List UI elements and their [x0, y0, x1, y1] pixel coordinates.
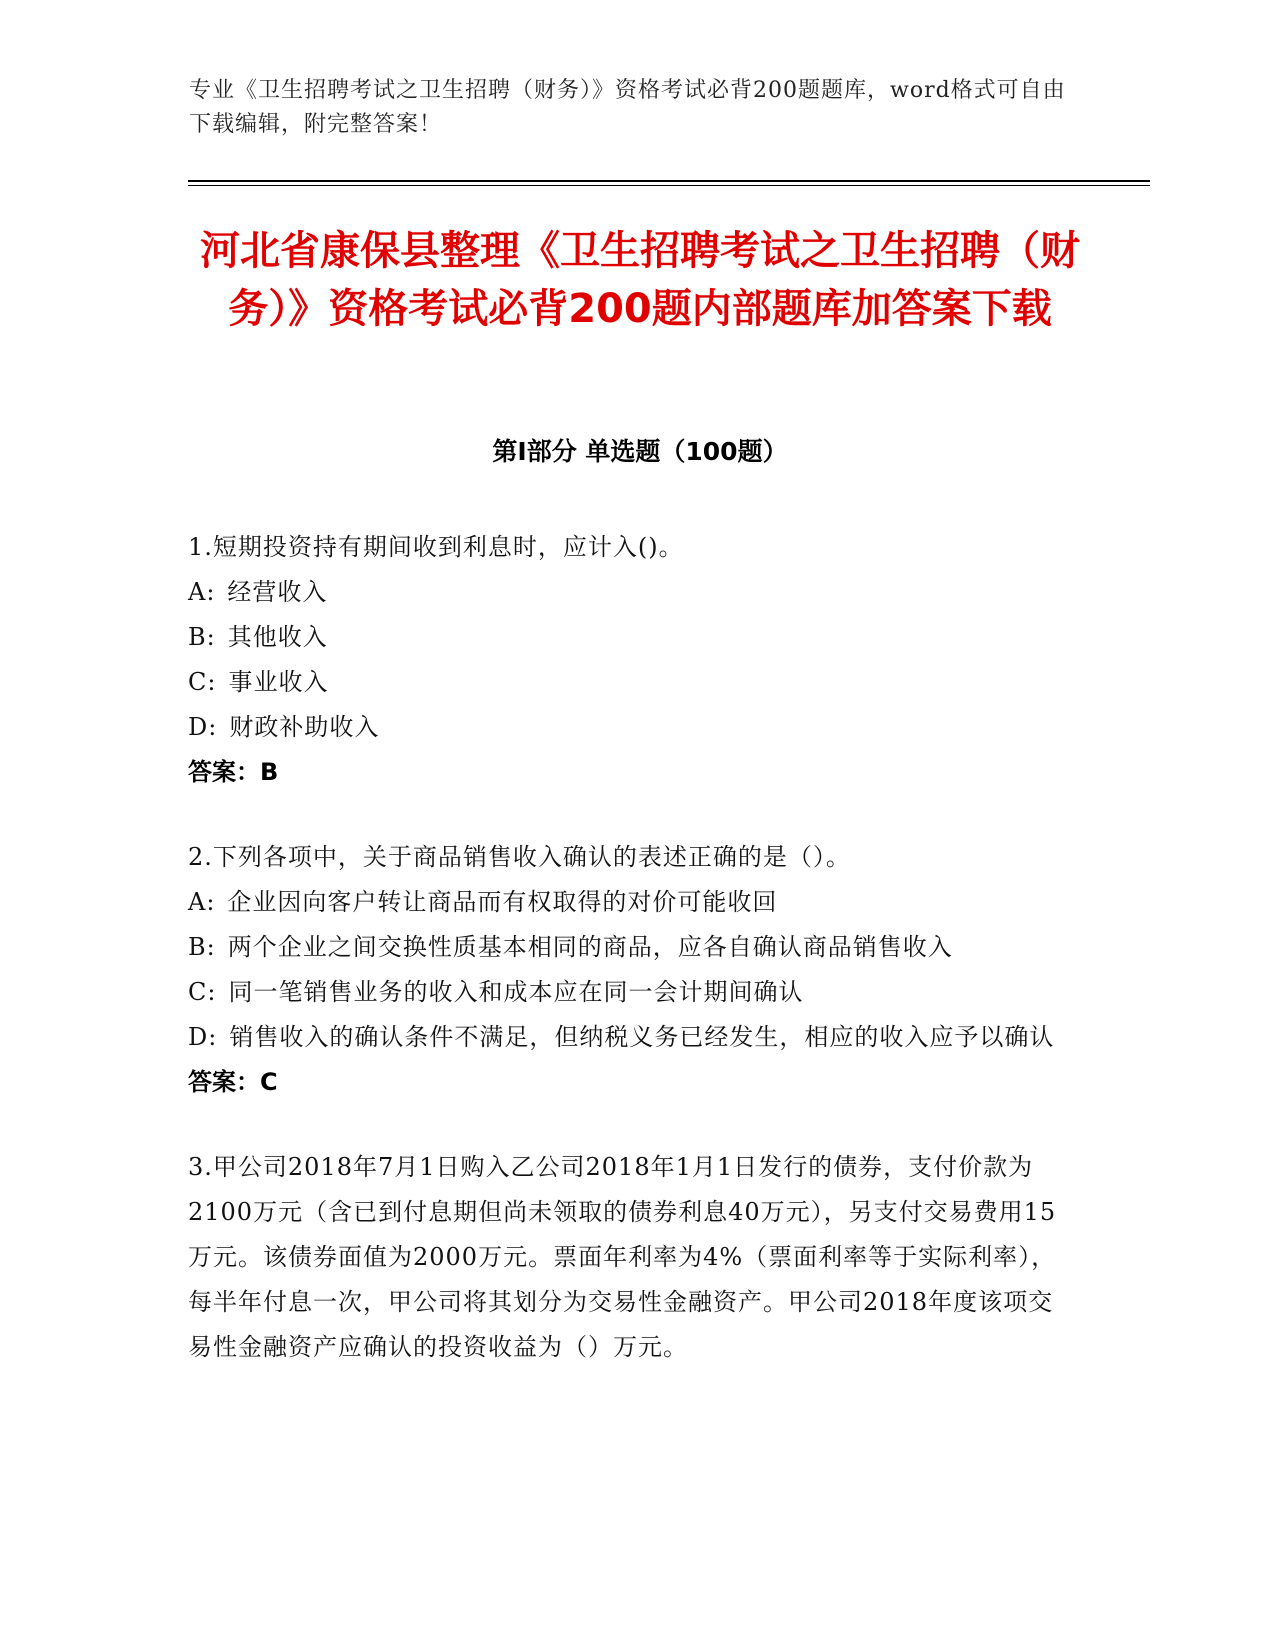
- question-2: [188, 835, 1073, 1105]
- option-a: [188, 880, 1073, 925]
- header-rule-thin: [188, 185, 1150, 186]
- option-b: [188, 925, 1073, 970]
- option-text: 其他收入: [227, 623, 328, 651]
- document-title: 河北省康保县整理《卫生招聘考试之卫生招聘（财务）》资格考试必背200题内部题库加答案下载: [200, 228, 1080, 332]
- option-text: 经营收入: [227, 578, 328, 606]
- answer-label: 答案：B: [188, 758, 279, 786]
- option-text: 两个企业之间交换性质基本相同的商品，应各自确认商品销售收入: [227, 933, 953, 961]
- option-c: [188, 660, 1073, 705]
- option-text: 企业因向客户转让商品而有权取得的对价可能收回: [227, 888, 778, 916]
- option-text: 事业收入: [228, 668, 329, 696]
- option-key: C:: [188, 668, 217, 696]
- header-rule-thick: [188, 180, 1150, 182]
- option-c: [188, 970, 1073, 1015]
- header-note: 专业《卫生招聘考试之卫生招聘（财务）》资格考试必背200题题库，word格式可自由下载编辑，附完整答案！: [189, 78, 1066, 137]
- question-stem: 1.短期投资持有期间收到利息时，应计入()。: [188, 533, 684, 561]
- question-stem: 3.甲公司2018年7月1日购入乙公司2018年1月1日发行的债券，支付价款为2100万元（含已到付息期但尚未领取的债券利息40万元），另支付交易费用15万元。该债券面值为2000万元。票面年利率为4%（票面利率等于实际利率），每半年付息一次，甲公司将其划分为交易性金融资产。甲公司2018年度该项交易性金融资产应确认的投资收益为（）万元。: [188, 1153, 1057, 1361]
- option-b: [188, 615, 1073, 660]
- option-text: 财政补助收入: [229, 713, 380, 741]
- option-key: B:: [188, 623, 216, 651]
- option-text: 同一笔销售业务的收入和成本应在同一会计期间确认: [228, 978, 804, 1006]
- question-stem: 2.下列各项中，关于商品销售收入确认的表述正确的是（）。: [188, 843, 851, 871]
- option-d: [188, 1015, 1073, 1060]
- option-key: A:: [188, 578, 216, 606]
- question-1: [188, 525, 1073, 795]
- option-key: B:: [188, 933, 216, 961]
- section-heading: 第I部分 单选题（100题）: [492, 437, 788, 466]
- option-key: C:: [188, 978, 217, 1006]
- option-key: D:: [188, 1023, 218, 1051]
- option-d: [188, 705, 1073, 750]
- option-key: D:: [188, 713, 218, 741]
- question-list: [188, 525, 1073, 1410]
- question-3: [188, 1145, 1073, 1370]
- option-a: [188, 570, 1073, 615]
- option-key: A:: [188, 888, 216, 916]
- option-text: 销售收入的确认条件不满足，但纳税义务已经发生，相应的收入应予以确认: [229, 1023, 1055, 1051]
- answer-label: 答案：C: [188, 1068, 278, 1096]
